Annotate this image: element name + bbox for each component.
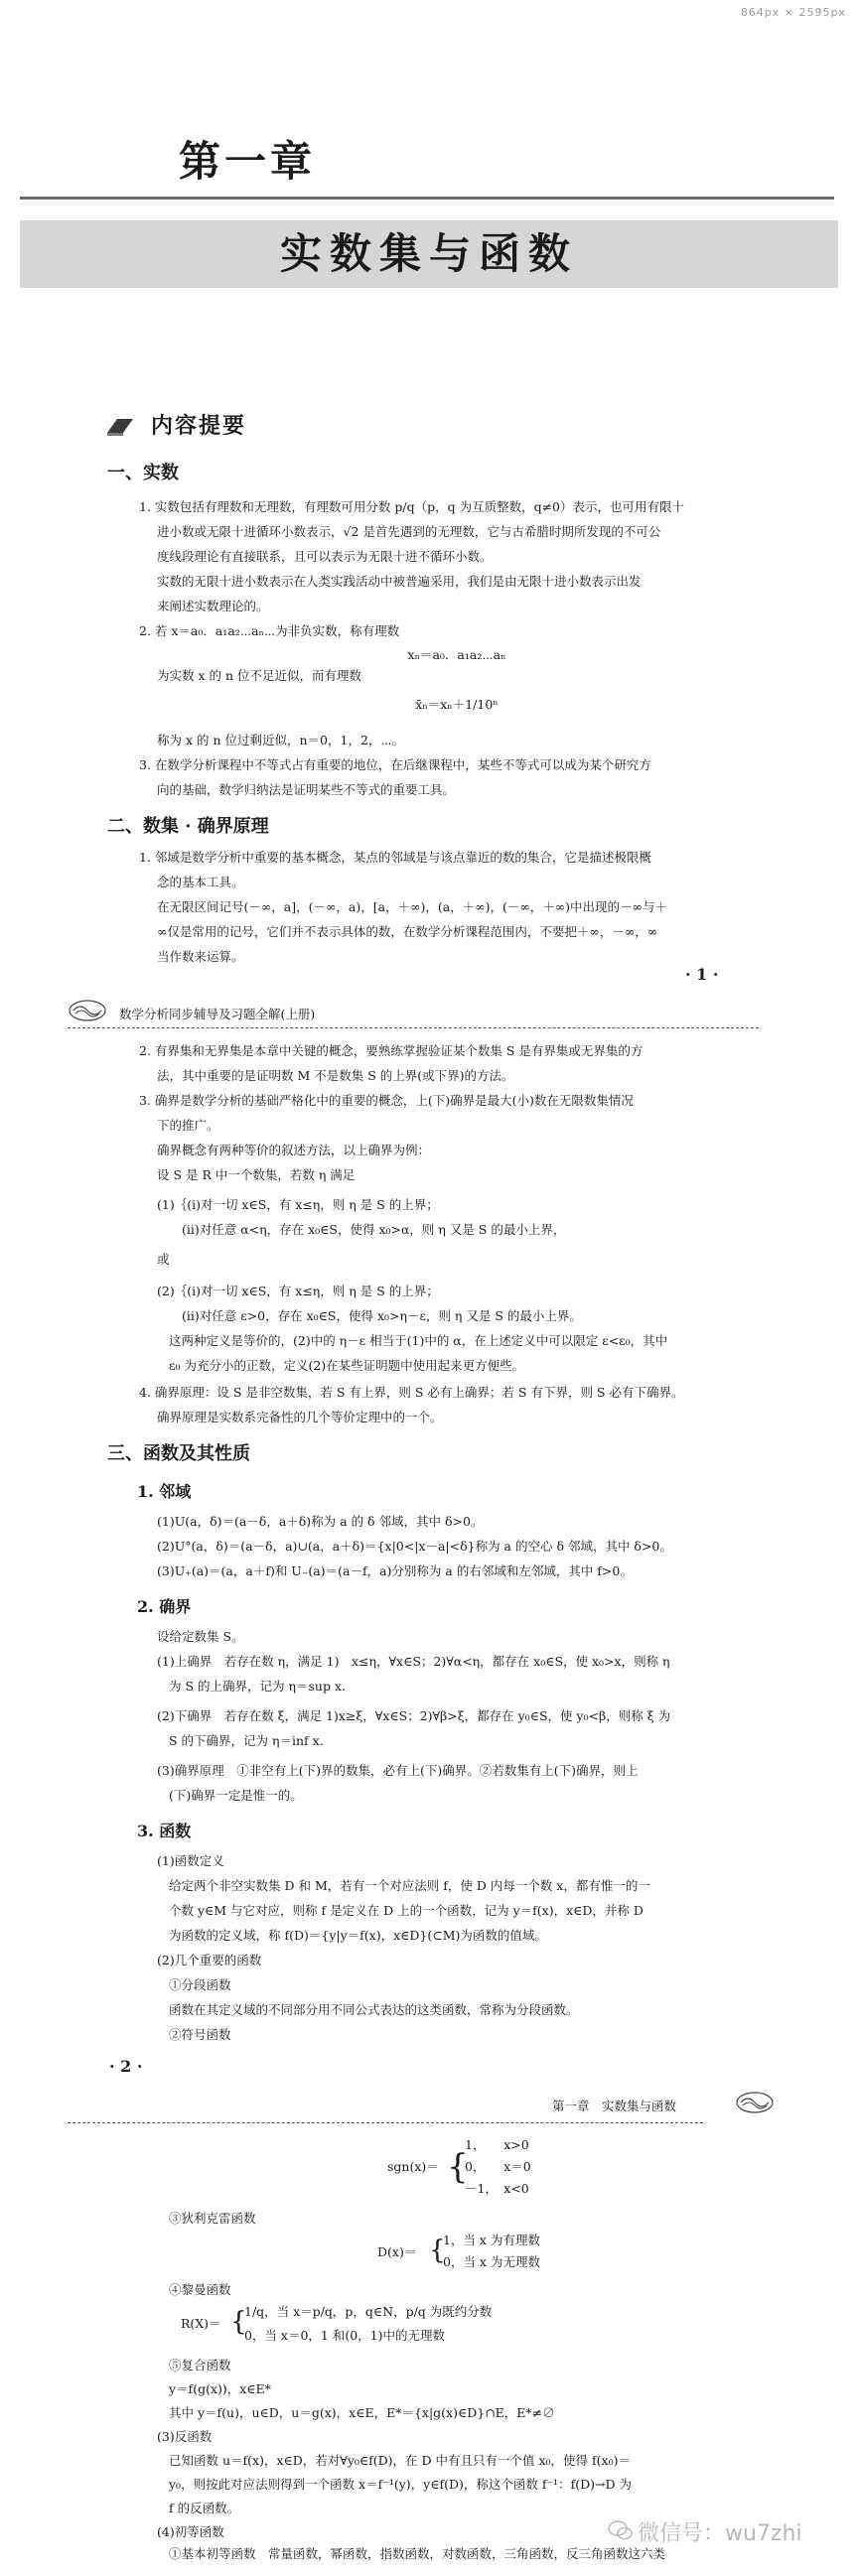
chapter-number: 第一章 xyxy=(179,137,317,186)
header-divider xyxy=(68,2122,703,2123)
watermark-text: 微信号：wu7zhi xyxy=(638,2521,802,2546)
text-line: 设给定数集 S。 xyxy=(157,1629,244,1644)
summary-heading: 内容提要 xyxy=(151,413,247,439)
text-line: f 的反函数。 xyxy=(169,2501,240,2515)
text-line: (1)函数定义 xyxy=(157,1853,224,1868)
text-line: (2)U°(a，δ)＝(a－δ，a)∪(a，a＋δ)＝{x|0<|x－a|<δ}称为 a 的空心 δ 邻域，其中 δ>0。 xyxy=(157,1539,672,1554)
text-line: (1)U(a，δ)＝(a－δ，a＋δ)称为 a 的 δ 邻域，其中 δ>0。 xyxy=(157,1514,484,1529)
running-header: 数学分析同步辅导及习题全解(上册) xyxy=(119,1007,316,1021)
text-line: 或 xyxy=(157,1252,170,1267)
text-line: 实数的无限十进小数表示在人类实践活动中被普遍采用，我们是由无限十进小数表示出发 xyxy=(157,574,642,589)
definition-line: (ⅱ)对任意 ε>0，存在 x₀∈S，使得 x₀>η－ε，则 η 又是 S 的最小上界。 xyxy=(157,1308,582,1323)
definition-line: (1)｛(ⅰ)对一切 x∈S，有 x≤η，则 η 是 S 的上界； xyxy=(157,1197,439,1212)
formula-case: －1， x<0 xyxy=(465,2181,529,2196)
page-number: · 2 · xyxy=(109,2057,143,2076)
text-line: 设 S 是 R 中一个数集，若数 η 满足 xyxy=(157,1167,356,1182)
formula-case: 0， x＝0 xyxy=(465,2159,531,2174)
text-line: ε₀ 为充分小的正数，定义(2)在某些证明题中使用起来更方便些。 xyxy=(169,1358,525,1373)
text-line: 下的推广。 xyxy=(157,1118,219,1133)
text-line: 1. 邻域是数学分析中重要的基本概念，某点的邻域是与该点靠近的数的集合，它是描述极限概 xyxy=(139,850,651,865)
chapter-title: 实数集与函数 xyxy=(20,220,838,288)
chapter-rule xyxy=(20,197,834,200)
text-line: 法，其中重要的是证明数 M 不是数集 S 的上界(或下界)的方法。 xyxy=(157,1068,514,1083)
book-icon xyxy=(105,415,135,437)
text-line: 其中 y＝f(u)，u∈D，u＝g(x)，x∈E，E*＝{x|g(x)∈D}∩E，E*≠∅ xyxy=(169,2405,555,2420)
formula-case: 0，当 x 为无理数 xyxy=(443,2254,540,2269)
text-line: 当作数来运算。 xyxy=(157,949,244,964)
text-line: ④黎曼函数 xyxy=(169,2282,231,2297)
formula-lhs: R(X)＝ xyxy=(181,2316,221,2331)
text-line: ⑤复合函数 xyxy=(169,2358,231,2373)
text-line: 进小数或无限十进循环小数表示，√2 是首先遇到的无理数，它与古希腊时期所发现的不可公 xyxy=(157,524,661,539)
text-line: (3)U₊(a)＝(a，a＋f)和 U₋(a)＝(a－f，a)分别称为 a 的右邻域和左邻域，其中 f>0。 xyxy=(157,1563,633,1578)
text-line: 在无限区间记号(－∞，a]，(－∞，a)，[a，＋∞)，(a，＋∞)，(－∞，＋∞)中出现的－∞与＋ xyxy=(157,899,667,914)
text-line: 念的基本工具。 xyxy=(157,875,244,889)
text-line: 为实数 x 的 n 位不足近似，而有理数 xyxy=(157,668,361,683)
subsection-heading: 3. 函数 xyxy=(137,1822,192,1840)
text-line: 给定两个非空实数集 D 和 M，若有一个对应法则 f，使 D 内每一个数 x，都有惟一的一 xyxy=(169,1878,650,1893)
text-line: 为函数的定义域，称 f(D)＝{y|y＝f(x)，x∈D}(⊂M)为函数的值域。 xyxy=(169,1928,547,1943)
text-line: ①基本初等函数 常量函数，幂函数，指数函数，对数函数，三角函数，反三角函数这六类 xyxy=(169,2546,666,2561)
header-divider xyxy=(68,1027,759,1028)
formula-case: 1， x>0 xyxy=(465,2137,529,2152)
text-line: 4. 确界原理：设 S 是非空数集，若 S 有上界，则 S 必有上确界；若 S 有下界，则 S 必有下确界。 xyxy=(139,1385,684,1400)
text-line: ③狄利克雷函数 xyxy=(169,2211,256,2226)
formula-case: 0，当 x＝0，1 和(0，1)中的无理数 xyxy=(244,2328,446,2343)
definition-line: (2)｛(ⅰ)对一切 x∈S，有 x≤η，则 η 是 S 的上界； xyxy=(157,1284,439,1298)
formula: x̄ₙ＝xₙ＋1/10ⁿ xyxy=(415,697,499,712)
text-line: 1. 实数包括有理数和无理数，有理数可用分数 p/q（p，q 为互质整数，q≠0）表示，也可用有限十 xyxy=(139,499,684,514)
brace: { xyxy=(230,2307,247,2337)
swirl-icon xyxy=(68,999,107,1022)
text-line: (4)初等函数 xyxy=(157,2524,224,2539)
formula-lhs: sgn(x)＝ xyxy=(387,2159,439,2174)
text-line: 2. 若 x＝a₀．a₁a₂⋯aₙ⋯为非负实数，称有理数 xyxy=(139,623,400,638)
section-heading-functions: 三、函数及其性质 xyxy=(107,1443,250,1464)
page-number: · 1 · xyxy=(685,965,719,984)
definition-line: (ⅱ)对任意 α<η，存在 x₀∈S，使得 x₀>α，则 η 又是 S 的最小上界， xyxy=(157,1222,566,1237)
text-line: ②符号函数 xyxy=(169,2027,231,2042)
formula-case: 1，当 x 为有理数 xyxy=(443,2233,540,2247)
text-line: 2. 有界集和无界集是本章中关键的概念，要熟练掌握验证某个数集 S 是有界集或无界集的方 xyxy=(139,1043,644,1058)
text-line: (3)确界原理 ①非空有上(下)界的数集，必有上(下)确界。②若数集有上(下)确界，则上 xyxy=(157,1763,639,1778)
text-line: (下)确界一定是惟一的。 xyxy=(169,1788,303,1803)
text-line: 向的基础，数学归纳法是证明某些不等式的重要工具。 xyxy=(157,782,456,797)
text-line: 函数在其定义域的不同部分用不同公式表达的这类函数，常称为分段函数。 xyxy=(169,2002,579,2017)
text-line: y₀，则按此对应法则得到一个函数 x＝f⁻¹(y)，y∈f(D)，称这个函数 f⁻¹：f(D)→D 为 xyxy=(169,2477,632,2492)
text-line: 已知函数 u＝f(x)，x∈D，若对∀y₀∈f(D)，在 D 中有且只有一个值 x₀，使得 f(x₀)＝ xyxy=(169,2453,631,2468)
text-line: 确界原理是实数系完备性的几个等价定理中的一个。 xyxy=(157,1410,443,1424)
text-line: (1)上确界 若存在数 η，满足 1) x≤η，∀x∈S；2)∀α<η，都存在 x₀∈S，使 x₀>x，则称 η xyxy=(157,1654,670,1669)
text-line: 为 S 的上确界，记为 η＝sup x. xyxy=(169,1679,346,1694)
text-line: 确界概念有两种等价的叙述方法，以上确界为例： xyxy=(157,1143,431,1157)
text-line: ①分段函数 xyxy=(169,1977,231,1992)
text-line: 个数 y∈M 与它对应，则称 f 是定义在 D 上的一个函数，记为 y＝f(x)，x∈D，并称 D xyxy=(169,1903,644,1918)
text-line: 3. 在数学分析课程中不等式占有重要的地位，在后继课程中，某些不等式可以成为某个研究方 xyxy=(139,757,651,772)
text-line: 这两种定义是等价的，(2)中的 η－ε 相当于(1)中的 α，在上述定义中可以限定 ε<ε₀，其中 xyxy=(169,1333,668,1348)
text-line: S 的下确界，记为 η＝inf x. xyxy=(169,1733,324,1748)
text-line: 度线段理论有直接联系，且可以表示为无限十进不循环小数。 xyxy=(157,549,493,564)
section-heading-real-numbers: 一、实数 xyxy=(107,463,179,483)
text-line: (2)下确界 若存在数 ξ，满足 1)x≥ξ，∀x∈S；2)∀β>ξ，都存在 y₀∈S，使 y₀<β，则称 ξ 为 xyxy=(157,1708,671,1723)
text-line: 来阐述实数理论的。 xyxy=(157,599,269,613)
formula-case: 1/q，当 x＝p/q，p，q∈N，p/q 为既约分数 xyxy=(244,2304,493,2319)
running-header: 第一章 实数集与函数 xyxy=(552,2099,677,2113)
section-heading-number-sets: 二、数集 · 确界原理 xyxy=(107,816,269,837)
text-line: y＝f(g(x))，x∈E* xyxy=(169,2381,271,2396)
swirl-icon xyxy=(735,2091,775,2114)
brace: { xyxy=(429,2236,446,2265)
formula-lhs: D(x)＝ xyxy=(377,2244,417,2259)
subsection-heading: 2. 确界 xyxy=(137,1597,192,1616)
subsection-heading: 1. 邻域 xyxy=(137,1482,192,1501)
text-line: (2)几个重要的函数 xyxy=(157,1953,262,1967)
text-line: (3)反函数 xyxy=(157,2429,213,2444)
image-size-label: 864px × 2595px xyxy=(740,6,846,19)
wechat-icon xyxy=(608,2519,634,2541)
brace: { xyxy=(447,2147,469,2187)
text-line: ∞仅是常用的记号，它们并不表示具体的数，在数学分析课程范围内，不要把＋∞，－∞，∞ xyxy=(157,924,658,939)
text-line: 称为 x 的 n 位过剩近似，n＝0，1，2，⋯。 xyxy=(157,733,405,747)
text-line: 3. 确界是数学分析的基础严格化中的重要的概念，上(下)确界是最大(小)数在无限数集情况 xyxy=(139,1093,634,1108)
formula: xₙ＝a₀．a₁a₂⋯aₙ xyxy=(407,647,506,662)
